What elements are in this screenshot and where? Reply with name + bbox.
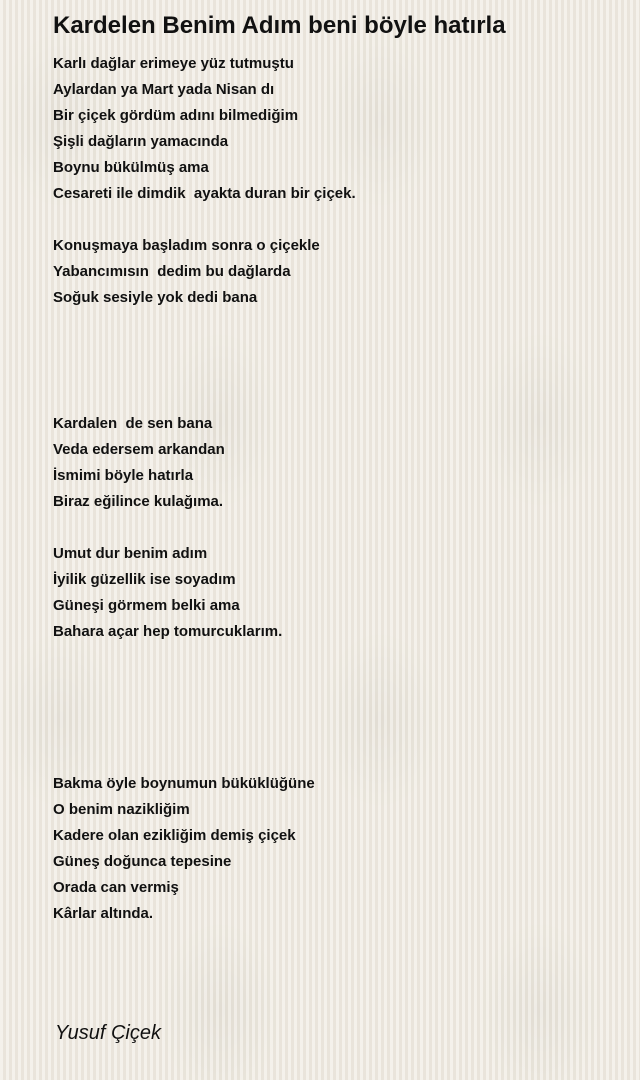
poem-line: İyilik güzellik ise soyadım — [53, 571, 236, 588]
poem-line: Güneşi görmem belki ama — [53, 597, 240, 614]
poem-line: Bir çiçek gördüm adını bilmediğim — [53, 107, 299, 124]
poem-line: Orada can vermiş — [53, 879, 179, 896]
poem-line: Karlı dağlar erimeye yüz tutmuştu — [53, 55, 294, 72]
poem-line: Cesareti ile dimdik ayakta duran bir çiçek. — [53, 185, 356, 202]
poem-line: Bakma öyle boynumun büküklüğüne — [53, 775, 315, 792]
poem-line: Kârlar altında. — [53, 905, 154, 922]
poem-line: Konuşmaya başladım sonra o çiçekle — [53, 237, 320, 254]
poem-line: İsmimi böyle hatırla — [53, 467, 194, 484]
poem-line: Boynu bükülmüş ama — [53, 159, 209, 176]
poem-line: Yabancımısın dedim bu dağlarda — [53, 263, 291, 280]
poem-line: Soğuk sesiyle yok dedi bana — [53, 289, 258, 306]
stanza-4 — [53, 541, 282, 645]
stanza-1 — [53, 51, 356, 207]
poem-line: O benim nazikliğim — [53, 801, 190, 818]
poem-title: Kardelen Benim Adım beni böyle hatırla — [53, 12, 506, 39]
poem-line: Veda edersem arkandan — [53, 441, 225, 458]
poem-line: Biraz eğilince kulağıma. — [53, 493, 224, 510]
stanza-3 — [53, 411, 225, 515]
poem-line: Şişli dağların yamacında — [53, 133, 229, 150]
stanza-2 — [53, 233, 320, 311]
stanza-5 — [53, 771, 315, 927]
poem-line: Umut dur benim adım — [53, 545, 208, 562]
poem-line: Kardalen de sen bana — [53, 415, 213, 432]
poem-author: Yusuf Çiçek — [55, 1022, 161, 1044]
poem-line: Bahara açar hep tomurcuklarım. — [53, 623, 283, 640]
poem-line: Kadere olan ezikliğim demiş çiçek — [53, 827, 296, 844]
poem-line: Güneş doğunca tepesine — [53, 853, 232, 870]
poem-line: Aylardan ya Mart yada Nisan dı — [53, 81, 275, 98]
